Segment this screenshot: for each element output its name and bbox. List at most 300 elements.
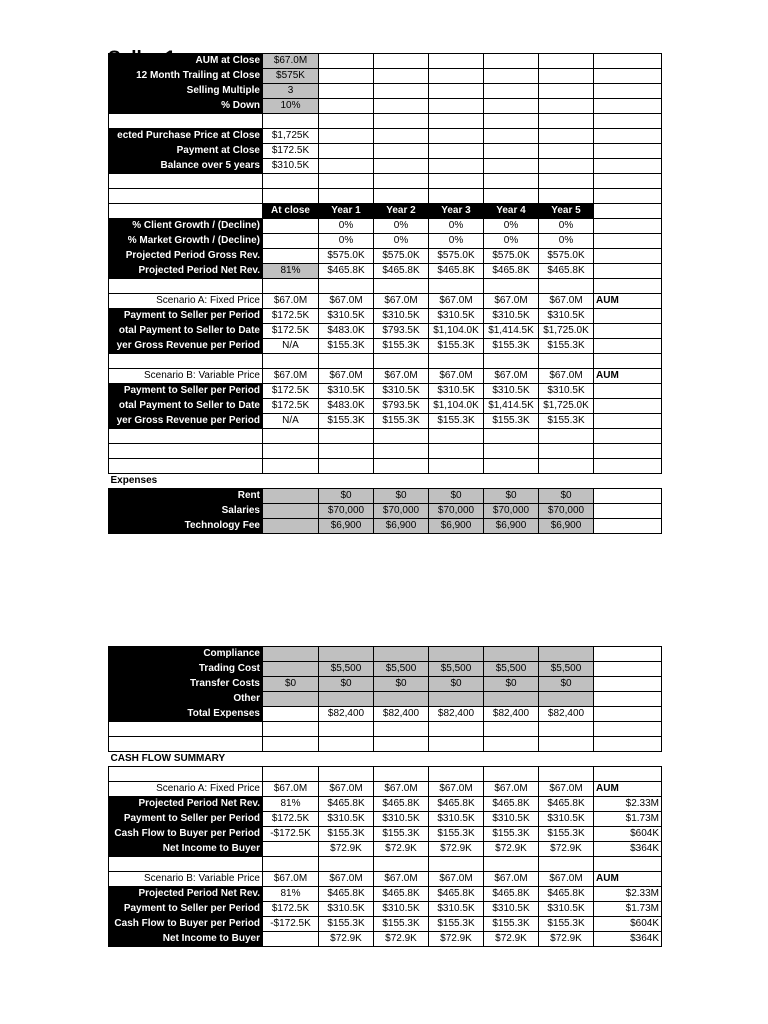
value-cell[interactable]: $5,500: [539, 662, 594, 677]
total-cell[interactable]: $364K: [594, 932, 662, 947]
cell[interactable]: [484, 69, 539, 84]
value-cell[interactable]: $155.3K: [374, 339, 429, 354]
cell[interactable]: [594, 114, 662, 129]
value-cell[interactable]: 0%: [319, 219, 374, 234]
value-cell[interactable]: $1,104.0K: [429, 399, 484, 414]
cell[interactable]: [429, 459, 484, 474]
cell[interactable]: [109, 857, 263, 872]
value-cell[interactable]: $72.9K: [429, 932, 484, 947]
value-cell[interactable]: $6,900: [484, 519, 539, 534]
value-cell[interactable]: [539, 692, 594, 707]
value-cell[interactable]: $155.3K: [319, 827, 374, 842]
value-cell[interactable]: $0: [539, 677, 594, 692]
row-label[interactable]: Balance over 5 years: [109, 159, 263, 174]
value-cell[interactable]: $465.8K: [374, 264, 429, 279]
value-cell[interactable]: $67.0M: [484, 294, 539, 309]
cell[interactable]: [594, 159, 662, 174]
row-label[interactable]: Payment to Seller per Period: [109, 309, 263, 324]
value-cell[interactable]: $155.3K: [374, 917, 429, 932]
value-cell[interactable]: $5,500: [429, 662, 484, 677]
value-cell[interactable]: $310.5K: [263, 159, 319, 174]
scenario-label[interactable]: Scenario B: Variable Price: [109, 369, 263, 384]
cell[interactable]: [109, 444, 263, 459]
row-label[interactable]: % Market Growth / (Decline): [109, 234, 263, 249]
value-cell[interactable]: $310.5K: [319, 902, 374, 917]
cell[interactable]: [319, 159, 374, 174]
value-cell[interactable]: $6,900: [539, 519, 594, 534]
value-cell[interactable]: $72.9K: [319, 842, 374, 857]
cell[interactable]: [594, 459, 662, 474]
cell[interactable]: [539, 459, 594, 474]
cell[interactable]: [594, 99, 662, 114]
cell[interactable]: [594, 474, 662, 489]
value-cell[interactable]: $465.8K: [539, 264, 594, 279]
value-cell[interactable]: $0: [319, 677, 374, 692]
value-cell[interactable]: $67.0M: [539, 294, 594, 309]
value-cell[interactable]: $310.5K: [374, 812, 429, 827]
value-cell[interactable]: $1,414.5K: [484, 399, 539, 414]
value-cell[interactable]: $67.0M: [374, 294, 429, 309]
input-value[interactable]: 10%: [263, 99, 319, 114]
value-cell[interactable]: [263, 662, 319, 677]
row-label[interactable]: Net Income to Buyer: [109, 932, 263, 947]
value-cell[interactable]: $465.8K: [319, 887, 374, 902]
cell[interactable]: [319, 737, 374, 752]
value-cell[interactable]: [263, 842, 319, 857]
cell[interactable]: [109, 279, 263, 294]
cell[interactable]: [594, 677, 662, 692]
value-cell[interactable]: [319, 647, 374, 662]
cell[interactable]: [594, 339, 662, 354]
value-cell[interactable]: $155.3K: [319, 414, 374, 429]
value-cell[interactable]: $155.3K: [539, 339, 594, 354]
cell[interactable]: [594, 309, 662, 324]
column-header[interactable]: Year 4: [484, 204, 539, 219]
value-cell[interactable]: $67.0M: [429, 782, 484, 797]
value-cell[interactable]: $310.5K: [429, 902, 484, 917]
cell[interactable]: [484, 752, 539, 767]
value-cell[interactable]: $67.0M: [263, 782, 319, 797]
value-cell[interactable]: $155.3K: [484, 917, 539, 932]
cell[interactable]: [374, 722, 429, 737]
cell[interactable]: [429, 114, 484, 129]
cell[interactable]: [109, 189, 263, 204]
cell[interactable]: [539, 722, 594, 737]
value-cell[interactable]: $155.3K: [319, 917, 374, 932]
value-cell[interactable]: 0%: [374, 234, 429, 249]
value-cell[interactable]: $155.3K: [539, 827, 594, 842]
value-cell[interactable]: $155.3K: [539, 414, 594, 429]
cell[interactable]: [484, 737, 539, 752]
value-cell[interactable]: $70,000: [429, 504, 484, 519]
cell[interactable]: [594, 737, 662, 752]
value-cell[interactable]: $82,400: [429, 707, 484, 722]
row-label[interactable]: Total Expenses: [109, 707, 263, 722]
row-label[interactable]: Cash Flow to Buyer per Period: [109, 917, 263, 932]
value-cell[interactable]: $465.8K: [429, 264, 484, 279]
cell[interactable]: [594, 219, 662, 234]
cell[interactable]: [484, 459, 539, 474]
value-cell[interactable]: $465.8K: [429, 887, 484, 902]
value-cell[interactable]: $155.3K: [539, 917, 594, 932]
cell[interactable]: [539, 354, 594, 369]
cell[interactable]: [594, 414, 662, 429]
value-cell[interactable]: $155.3K: [374, 414, 429, 429]
cell[interactable]: [539, 752, 594, 767]
cell[interactable]: [539, 54, 594, 69]
cell[interactable]: [319, 144, 374, 159]
value-cell[interactable]: $67.0M: [539, 369, 594, 384]
cell[interactable]: [429, 767, 484, 782]
value-cell[interactable]: $575.0K: [374, 249, 429, 264]
cell[interactable]: [594, 429, 662, 444]
value-cell[interactable]: $0: [429, 489, 484, 504]
value-cell[interactable]: $310.5K: [539, 902, 594, 917]
cell[interactable]: [539, 189, 594, 204]
value-cell[interactable]: $465.8K: [374, 887, 429, 902]
cell[interactable]: [263, 737, 319, 752]
value-cell[interactable]: $155.3K: [484, 414, 539, 429]
cell[interactable]: [109, 114, 263, 129]
cell[interactable]: [429, 279, 484, 294]
value-cell[interactable]: $575.0K: [319, 249, 374, 264]
cell[interactable]: [319, 84, 374, 99]
cell[interactable]: [594, 384, 662, 399]
cell[interactable]: [374, 429, 429, 444]
value-cell[interactable]: $0: [374, 489, 429, 504]
cell[interactable]: [539, 767, 594, 782]
row-label[interactable]: Other: [109, 692, 263, 707]
cell[interactable]: [263, 767, 319, 782]
cell[interactable]: [109, 204, 263, 219]
value-cell[interactable]: $5,500: [319, 662, 374, 677]
value-cell[interactable]: $67.0M: [429, 872, 484, 887]
value-cell[interactable]: $82,400: [484, 707, 539, 722]
cell[interactable]: [319, 767, 374, 782]
cell[interactable]: [374, 69, 429, 84]
total-cell[interactable]: $364K: [594, 842, 662, 857]
value-cell[interactable]: 0%: [429, 234, 484, 249]
cell[interactable]: [374, 84, 429, 99]
value-cell[interactable]: 81%: [263, 797, 319, 812]
value-cell[interactable]: 81%: [263, 264, 319, 279]
value-cell[interactable]: $310.5K: [429, 812, 484, 827]
aum-label[interactable]: AUM: [594, 872, 662, 887]
value-cell[interactable]: $72.9K: [539, 932, 594, 947]
cell[interactable]: [594, 189, 662, 204]
value-cell[interactable]: $70,000: [374, 504, 429, 519]
cell[interactable]: [594, 84, 662, 99]
cell[interactable]: [319, 474, 374, 489]
value-cell[interactable]: $67.0M: [374, 369, 429, 384]
cell[interactable]: [263, 174, 319, 189]
cell[interactable]: [263, 857, 319, 872]
value-cell[interactable]: 0%: [319, 234, 374, 249]
value-cell[interactable]: $310.5K: [374, 309, 429, 324]
value-cell[interactable]: [319, 692, 374, 707]
cell[interactable]: [319, 354, 374, 369]
value-cell[interactable]: $310.5K: [484, 384, 539, 399]
aum-label[interactable]: AUM: [594, 369, 662, 384]
value-cell[interactable]: $310.5K: [374, 384, 429, 399]
cell[interactable]: [484, 84, 539, 99]
cell[interactable]: [539, 474, 594, 489]
cell[interactable]: [109, 722, 263, 737]
cell[interactable]: [484, 144, 539, 159]
value-cell[interactable]: $72.9K: [374, 842, 429, 857]
cell[interactable]: [429, 444, 484, 459]
cell[interactable]: [374, 99, 429, 114]
value-cell[interactable]: $0: [429, 677, 484, 692]
value-cell[interactable]: $82,400: [539, 707, 594, 722]
cell[interactable]: [484, 429, 539, 444]
row-label[interactable]: 12 Month Trailing at Close: [109, 69, 263, 84]
cell[interactable]: [374, 144, 429, 159]
aum-label[interactable]: AUM: [594, 294, 662, 309]
value-cell[interactable]: [263, 489, 319, 504]
cell[interactable]: [594, 54, 662, 69]
value-cell[interactable]: $0: [374, 677, 429, 692]
value-cell[interactable]: $0: [539, 489, 594, 504]
value-cell[interactable]: $1,414.5K: [484, 324, 539, 339]
cell[interactable]: [539, 99, 594, 114]
row-label[interactable]: Rent: [109, 489, 263, 504]
value-cell[interactable]: $793.5K: [374, 324, 429, 339]
cell[interactable]: [374, 174, 429, 189]
value-cell[interactable]: $310.5K: [319, 384, 374, 399]
cell[interactable]: [429, 99, 484, 114]
value-cell[interactable]: $67.0M: [539, 872, 594, 887]
value-cell[interactable]: $67.0M: [484, 369, 539, 384]
cell[interactable]: [539, 129, 594, 144]
row-label[interactable]: % Down: [109, 99, 263, 114]
cell[interactable]: [594, 752, 662, 767]
value-cell[interactable]: $67.0M: [263, 369, 319, 384]
cell[interactable]: [319, 99, 374, 114]
value-cell[interactable]: $575.0K: [539, 249, 594, 264]
input-value[interactable]: $575K: [263, 69, 319, 84]
cell[interactable]: [319, 189, 374, 204]
value-cell[interactable]: $6,900: [374, 519, 429, 534]
row-label[interactable]: yer Gross Revenue per Period: [109, 414, 263, 429]
cell[interactable]: [429, 354, 484, 369]
total-cell[interactable]: $604K: [594, 917, 662, 932]
cell[interactable]: [374, 354, 429, 369]
cell[interactable]: [374, 474, 429, 489]
value-cell[interactable]: $310.5K: [484, 812, 539, 827]
value-cell[interactable]: $310.5K: [539, 384, 594, 399]
cell[interactable]: [594, 857, 662, 872]
row-label[interactable]: Payment at Close: [109, 144, 263, 159]
value-cell[interactable]: [263, 504, 319, 519]
row-label[interactable]: Projected Period Gross Rev.: [109, 249, 263, 264]
cell[interactable]: [263, 429, 319, 444]
value-cell[interactable]: $155.3K: [319, 339, 374, 354]
value-cell[interactable]: $172.5K: [263, 902, 319, 917]
cell[interactable]: [429, 189, 484, 204]
cell[interactable]: [539, 444, 594, 459]
cell[interactable]: [374, 279, 429, 294]
cell[interactable]: [429, 752, 484, 767]
cell[interactable]: [319, 279, 374, 294]
cell[interactable]: [484, 857, 539, 872]
value-cell[interactable]: $310.5K: [429, 384, 484, 399]
value-cell[interactable]: $155.3K: [484, 339, 539, 354]
column-header[interactable]: Year 5: [539, 204, 594, 219]
value-cell[interactable]: [263, 932, 319, 947]
cell[interactable]: [594, 264, 662, 279]
cell[interactable]: [429, 144, 484, 159]
value-cell[interactable]: $172.5K: [263, 309, 319, 324]
value-cell[interactable]: $172.5K: [263, 384, 319, 399]
value-cell[interactable]: $172.5K: [263, 144, 319, 159]
cell[interactable]: [484, 444, 539, 459]
row-label[interactable]: Compliance: [109, 647, 263, 662]
row-label[interactable]: otal Payment to Seller to Date: [109, 399, 263, 414]
value-cell[interactable]: $155.3K: [374, 827, 429, 842]
cell[interactable]: [594, 692, 662, 707]
cell[interactable]: [594, 144, 662, 159]
value-cell[interactable]: $310.5K: [319, 812, 374, 827]
value-cell[interactable]: [263, 219, 319, 234]
column-header[interactable]: Year 1: [319, 204, 374, 219]
value-cell[interactable]: $155.3K: [429, 917, 484, 932]
value-cell[interactable]: 0%: [539, 234, 594, 249]
value-cell[interactable]: $155.3K: [429, 339, 484, 354]
cell[interactable]: [594, 504, 662, 519]
total-cell[interactable]: $1.73M: [594, 812, 662, 827]
cell[interactable]: [263, 459, 319, 474]
cell[interactable]: [263, 279, 319, 294]
cell[interactable]: [319, 54, 374, 69]
cell[interactable]: [319, 129, 374, 144]
value-cell[interactable]: $172.5K: [263, 324, 319, 339]
value-cell[interactable]: 81%: [263, 887, 319, 902]
cell[interactable]: [484, 474, 539, 489]
cell[interactable]: [109, 737, 263, 752]
value-cell[interactable]: $310.5K: [429, 309, 484, 324]
cell[interactable]: [109, 767, 263, 782]
cell[interactable]: [539, 737, 594, 752]
cell[interactable]: [594, 767, 662, 782]
cell[interactable]: [594, 279, 662, 294]
cell[interactable]: [429, 429, 484, 444]
cell[interactable]: [484, 129, 539, 144]
total-cell[interactable]: $1.73M: [594, 902, 662, 917]
value-cell[interactable]: [429, 692, 484, 707]
cell[interactable]: [429, 129, 484, 144]
value-cell[interactable]: 0%: [484, 219, 539, 234]
value-cell[interactable]: N/A: [263, 414, 319, 429]
row-label[interactable]: AUM at Close: [109, 54, 263, 69]
value-cell[interactable]: [263, 519, 319, 534]
value-cell[interactable]: [263, 692, 319, 707]
total-cell[interactable]: $2.33M: [594, 887, 662, 902]
value-cell[interactable]: $67.0M: [319, 782, 374, 797]
value-cell[interactable]: $70,000: [484, 504, 539, 519]
row-label[interactable]: yer Gross Revenue per Period: [109, 339, 263, 354]
value-cell[interactable]: N/A: [263, 339, 319, 354]
cell[interactable]: [374, 444, 429, 459]
value-cell[interactable]: -$172.5K: [263, 827, 319, 842]
row-label[interactable]: Payment to Seller per Period: [109, 902, 263, 917]
cell[interactable]: [319, 444, 374, 459]
row-label[interactable]: Net Income to Buyer: [109, 842, 263, 857]
cell[interactable]: [319, 429, 374, 444]
cell[interactable]: [594, 707, 662, 722]
cell[interactable]: [594, 129, 662, 144]
value-cell[interactable]: $155.3K: [429, 827, 484, 842]
cell[interactable]: [263, 189, 319, 204]
cell[interactable]: [374, 767, 429, 782]
value-cell[interactable]: $483.0K: [319, 324, 374, 339]
section-label[interactable]: CASH FLOW SUMMARY: [109, 752, 263, 767]
value-cell[interactable]: $67.0M: [319, 294, 374, 309]
value-cell[interactable]: $0: [263, 677, 319, 692]
cell[interactable]: [374, 752, 429, 767]
scenario-label[interactable]: Scenario A: Fixed Price: [109, 782, 263, 797]
row-label[interactable]: Selling Multiple: [109, 84, 263, 99]
cell[interactable]: [594, 354, 662, 369]
cell[interactable]: [429, 737, 484, 752]
value-cell[interactable]: [263, 234, 319, 249]
value-cell[interactable]: $310.5K: [539, 812, 594, 827]
value-cell[interactable]: $575.0K: [429, 249, 484, 264]
cell[interactable]: [429, 722, 484, 737]
value-cell[interactable]: $6,900: [429, 519, 484, 534]
row-label[interactable]: Trading Cost: [109, 662, 263, 677]
total-cell[interactable]: $2.33M: [594, 797, 662, 812]
cell[interactable]: [319, 174, 374, 189]
value-cell[interactable]: $310.5K: [484, 309, 539, 324]
row-label[interactable]: otal Payment to Seller to Date: [109, 324, 263, 339]
value-cell[interactable]: $72.9K: [484, 842, 539, 857]
value-cell[interactable]: $465.8K: [319, 797, 374, 812]
value-cell[interactable]: $0: [319, 489, 374, 504]
input-value[interactable]: $67.0M: [263, 54, 319, 69]
cell[interactable]: [319, 459, 374, 474]
row-label[interactable]: Transfer Costs: [109, 677, 263, 692]
value-cell[interactable]: $310.5K: [539, 309, 594, 324]
value-cell[interactable]: $1,725.0K: [539, 324, 594, 339]
column-header[interactable]: Year 3: [429, 204, 484, 219]
value-cell[interactable]: [539, 647, 594, 662]
cell[interactable]: [594, 204, 662, 219]
value-cell[interactable]: $82,400: [319, 707, 374, 722]
value-cell[interactable]: $67.0M: [319, 369, 374, 384]
row-label[interactable]: Payment to Seller per Period: [109, 812, 263, 827]
value-cell[interactable]: $1,725.0K: [539, 399, 594, 414]
value-cell[interactable]: $465.8K: [539, 887, 594, 902]
value-cell[interactable]: $67.0M: [374, 782, 429, 797]
cell[interactable]: [594, 249, 662, 264]
value-cell[interactable]: $67.0M: [484, 782, 539, 797]
input-value[interactable]: 3: [263, 84, 319, 99]
cell[interactable]: [263, 722, 319, 737]
value-cell[interactable]: [263, 647, 319, 662]
cell[interactable]: [539, 429, 594, 444]
cell[interactable]: [539, 69, 594, 84]
cell[interactable]: [594, 647, 662, 662]
value-cell[interactable]: [374, 692, 429, 707]
value-cell[interactable]: 0%: [539, 219, 594, 234]
value-cell[interactable]: $310.5K: [374, 902, 429, 917]
cell[interactable]: [374, 737, 429, 752]
row-label[interactable]: Payment to Seller per Period: [109, 384, 263, 399]
value-cell[interactable]: $465.8K: [484, 797, 539, 812]
cell[interactable]: [594, 722, 662, 737]
cell[interactable]: [594, 324, 662, 339]
